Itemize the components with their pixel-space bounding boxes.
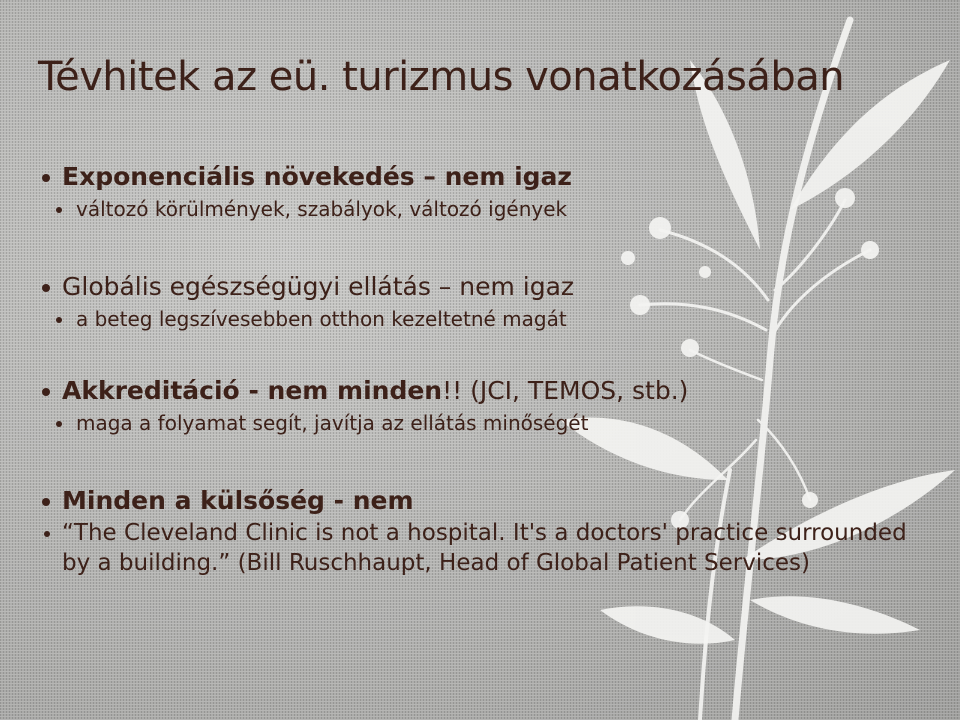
sub-bullet-text: változó körülmények, szabályok, változó igények bbox=[76, 197, 568, 221]
bullet-dot-icon bbox=[56, 421, 62, 427]
bullet-dot-icon bbox=[42, 388, 50, 396]
bullet-dot-icon bbox=[42, 284, 50, 292]
bullet-dot-icon bbox=[42, 174, 50, 182]
bullet-heading: Globális egészségügyi ellátás – nem igaz bbox=[62, 272, 575, 301]
sub-bullet-process-helps bbox=[40, 408, 920, 438]
cleveland-clinic-quote bbox=[40, 518, 922, 578]
slide-content bbox=[40, 160, 920, 578]
bullet-exponential-growth bbox=[40, 160, 920, 194]
bullet-heading-bold: Akkreditáció - nem minden bbox=[62, 376, 443, 405]
bullet-dot-icon bbox=[42, 498, 50, 506]
bullet-heading-rest: !! (JCI, TEMOS, stb.) bbox=[442, 376, 689, 405]
sub-bullet-patient-home bbox=[40, 304, 920, 334]
sub-bullet-changing-conditions bbox=[40, 194, 920, 224]
bullet-global-healthcare bbox=[40, 270, 920, 304]
bullet-dot-icon bbox=[44, 531, 50, 537]
bullet-heading: Exponenciális növekedés – nem igaz bbox=[62, 162, 572, 191]
quote-text: “The Cleveland Clinic is not a hospital. It's a doctors' practice surrounded by a building.” (Bill Ruschhaupt, Head of Global Patient Services) bbox=[62, 520, 907, 576]
bullet-heading: Minden a külsőség - nem bbox=[62, 486, 414, 515]
bullet-appearance bbox=[40, 484, 920, 518]
bullet-accreditation bbox=[40, 374, 920, 408]
bullet-dot-icon bbox=[56, 317, 62, 323]
bullet-dot-icon bbox=[56, 207, 62, 213]
sub-bullet-text: maga a folyamat segít, javítja az ellátás minőségét bbox=[76, 411, 589, 435]
slide-title: Tévhitek az eü. turizmus vonatkozásában bbox=[38, 54, 845, 100]
sub-bullet-text: a beteg legszívesebben otthon kezeltetné magát bbox=[76, 307, 567, 331]
